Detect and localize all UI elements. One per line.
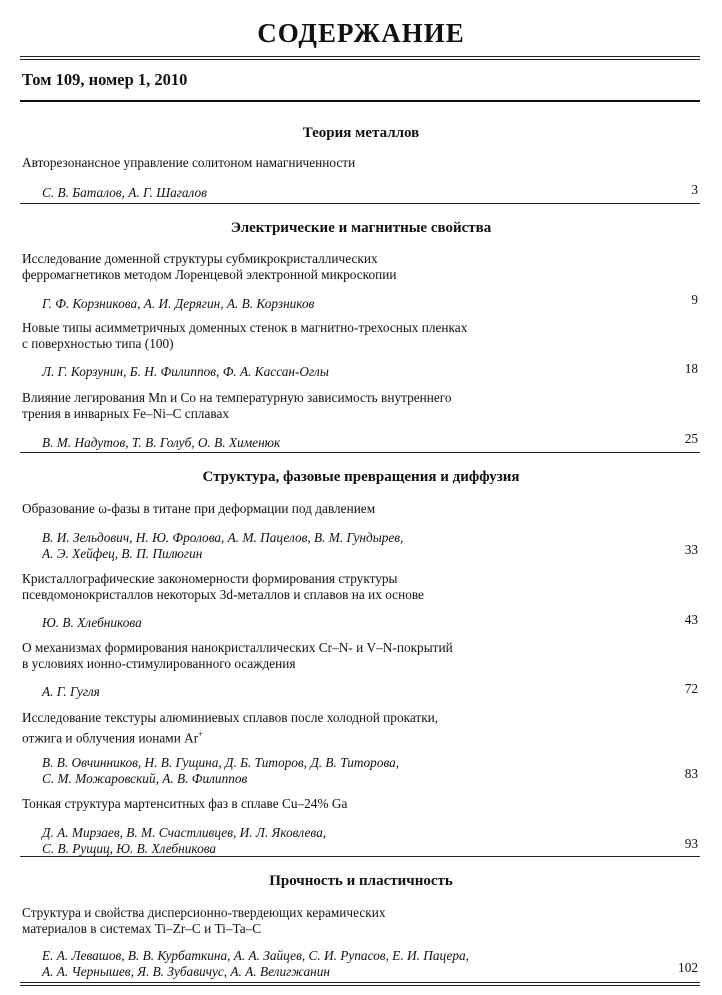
article-title: Тонкая структура мартенситных фаз в сплаве Cu–24% Ga xyxy=(22,796,348,811)
article-authors: А. Г. Гугля xyxy=(42,684,100,699)
article-authors: В. И. Зельдович, Н. Ю. Фролова, А. М. Пацелов, В. М. Гундырев, xyxy=(42,530,404,545)
section-rule xyxy=(20,203,700,204)
article-title: Авторезонансное управление солитоном намагниченности xyxy=(22,155,356,170)
page-number: 25 xyxy=(684,431,698,446)
article-title: материалов в системах Ti–Zr–C и Ti–Ta–C xyxy=(22,921,262,936)
article-title: Исследование доменной структуры субмикрокристаллических xyxy=(22,251,378,266)
article-title-text: отжига и облучения ионами Ar xyxy=(22,730,199,746)
section-rule xyxy=(20,856,700,857)
bottom-rule xyxy=(20,982,700,986)
title-rule xyxy=(20,56,700,60)
article-authors: А. Э. Хейфец, В. П. Пилюгин xyxy=(42,546,203,561)
article-title: Образование ω-фазы в титане при деформации под давлением xyxy=(22,501,376,516)
page-number: 9 xyxy=(691,292,698,307)
article-title: с поверхностью типа (100) xyxy=(22,336,174,351)
article-title: Влияние легирования Mn и Co на температурную зависимость внутреннего xyxy=(22,390,452,405)
article-authors: Л. Г. Корзунин, Б. Н. Филиппов, Ф. А. Кассан-Оглы xyxy=(42,364,329,379)
section-heading: Электрические и магнитные свойства xyxy=(230,220,492,236)
page-number: 3 xyxy=(691,182,698,197)
section-heading: Прочность и пластичность xyxy=(269,873,453,889)
issue-rule xyxy=(20,100,700,102)
page-number: 43 xyxy=(684,612,698,627)
article-authors: В. М. Надутов, Т. В. Голуб, О. В. Хименюк xyxy=(42,435,281,450)
section-heading: Теория металлов xyxy=(302,125,420,141)
article-authors: А. А. Чернышев, Я. В. Зубавичус, А. А. Велигжанин xyxy=(42,964,330,979)
page-number: 102 xyxy=(678,960,698,975)
article-authors: С. В. Баталов, А. Г. Шагалов xyxy=(42,185,207,200)
article-authors: Ю. В. Хлебникова xyxy=(42,615,142,630)
contents-title: СОДЕРЖАНИЕ xyxy=(257,18,465,48)
page-number: 83 xyxy=(684,766,698,781)
article-title xyxy=(22,726,203,746)
article-title: трения в инварных Fe–Ni–C сплавах xyxy=(22,406,229,421)
section-rule xyxy=(20,452,700,453)
issue-info: Том 109, номер 1, 2010 xyxy=(22,70,188,89)
article-authors: С. М. Можаровский, А. В. Филиппов xyxy=(42,771,248,786)
ion-charge: + xyxy=(198,729,204,739)
page-number: 93 xyxy=(684,836,698,851)
article-title: Новые типы асимметричных доменных стенок в магнитно-трехосных пленках xyxy=(22,320,468,335)
article-authors: С. В. Рущиц, Ю. В. Хлебникова xyxy=(42,841,217,856)
article-title: Исследование текстуры алюминиевых сплавов после холодной прокатки, xyxy=(22,710,439,725)
article-authors: Е. А. Левашов, В. В. Курбаткина, А. А. Зайцев, С. И. Рупасов, Е. И. Пацера, xyxy=(42,948,469,963)
section-heading: Структура, фазовые превращения и диффузия xyxy=(202,469,520,485)
article-authors: Д. А. Мирзаев, В. М. Счастливцев, И. Л. Яковлева, xyxy=(42,825,327,840)
article-authors: Г. Ф. Корзникова, А. И. Дерягин, А. В. Корзников xyxy=(42,296,315,311)
article-title: ферромагнетиков методом Лоренцевой электронной микроскопии xyxy=(22,267,397,282)
article-title: псевдомонокристаллов некоторых 3d-металлов и сплавов на их основе xyxy=(22,587,424,602)
article-title: Структура и свойства дисперсионно-твердеющих керамических xyxy=(22,905,386,920)
article-title: в условиях ионно-стимулированного осаждения xyxy=(22,656,296,671)
page-number: 18 xyxy=(684,361,698,376)
page-number: 72 xyxy=(684,681,698,696)
article-title: Кристаллографические закономерности формирования структуры xyxy=(22,571,398,586)
page-number: 33 xyxy=(684,542,698,557)
article-authors: В. В. Овчинников, Н. В. Гущина, Д. Б. Титоров, Д. В. Титорова, xyxy=(42,755,400,770)
article-title: О механизмах формирования нанокристаллических Cr–N- и V–N-покрытий xyxy=(22,640,453,655)
